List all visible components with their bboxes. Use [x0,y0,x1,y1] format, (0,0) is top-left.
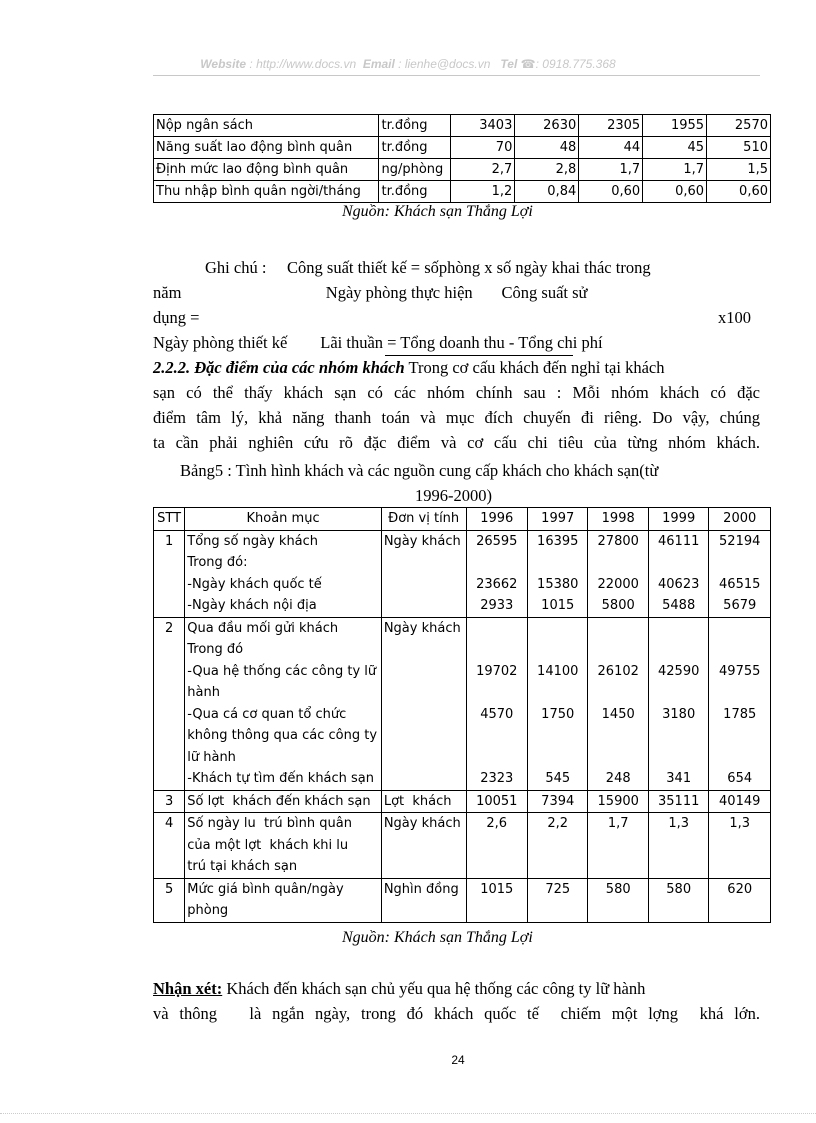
section-line: sạn có thể thấy khách sạn có các nhóm chính sau : Mỗi nhóm khách có đặc [153,383,760,402]
cell-value-line: 725 [545,881,571,897]
cell-label: Năng suất lao động bình quân [154,137,379,159]
page-header [0,57,816,71]
note-line-2: năm Ngày phòng thực hiện Công suất sử [153,283,588,302]
cell-value-line [530,639,585,661]
cell-value-line: 2323 [480,771,514,786]
cell-value: 3403 [451,115,515,137]
cell-value [648,813,708,879]
cell-value-line: 1785 [723,706,757,722]
cell-value-line [711,835,768,857]
table-row [154,159,771,181]
cell-value [709,878,771,922]
cell-value-line: 27800 [597,533,639,549]
cell-value-line [469,618,525,640]
table-1-source: Nguồn: Khách sạn Thắng Lợi [342,203,533,220]
table-2-source: Nguồn: Khách sạn Thắng Lợi [342,929,533,946]
cell-value-line: 5800 [601,598,635,613]
website-label: Website [200,57,247,71]
cell-value [466,813,527,879]
note-line-1: Ghi chú : Công suất thiết kế = sốphòng x số ngày khai thác trong [205,258,651,277]
section-text-first: Trong cơ cấu khách đến nghỉ tại khách [404,358,665,377]
cell-value-line: 52194 [719,533,761,549]
cell-value-line: 580 [605,881,631,897]
cell-item [185,617,382,790]
cell-item-line: -Ngày khách nội địa [187,598,317,613]
table-2 [153,507,771,923]
cell-value [527,813,587,879]
cell-item-line: Qua đầu mối gửi khách [187,620,339,636]
cell-value: 2,8 [515,159,579,181]
cell-value [648,617,708,790]
table-2-caption-line-2: 1996-2000) [415,486,492,505]
cell-value-line: 1,7 [607,816,629,831]
cell-value: 510 [707,137,771,159]
cell-value [709,813,771,879]
cell-value: 1,7 [579,159,643,181]
cell-item-line: Số lợt khách đến khách sạn [187,793,371,809]
cell-value [648,530,708,617]
cell-value-line [469,747,525,769]
cell-unit: Ngày khách [381,530,466,617]
section-line: điểm tâm lý, khả năng thanh toán và mục đích chuyến đi riêng. Do vậy, chúng [153,408,760,427]
phone-icon: ☎ [520,57,536,71]
cell-value-line [651,900,706,922]
remark-line-1 [153,976,760,1001]
cell-value-line: 26595 [476,533,518,549]
cell-item-line: -Qua cá cơ quan tổ chức [187,706,347,722]
cell-value-line [590,682,645,704]
cell-value-line: 2,6 [486,816,508,831]
table-2-caption-line-1: Bảng5 : Tình hình khách và các nguồn cung cấp khách cho khách sạn(từ [180,461,659,480]
cell-value-line: 1450 [601,706,635,722]
cell-value-line: 14100 [537,663,579,679]
cell-value [588,878,648,922]
cell-value-line [651,725,706,747]
cell-value-line [711,747,768,769]
cell-value-line: 46515 [719,576,761,592]
page-number: 24 [451,1053,465,1067]
table-row [154,530,771,617]
cell-value-line [711,682,768,704]
cell-value-line [530,856,585,878]
cell-value: 48 [515,137,579,159]
col-header: 1999 [648,508,708,531]
cell-value-line: 3180 [662,706,696,722]
header-divider [153,75,760,76]
cell-value [527,790,587,813]
cell-item-line: hành [187,685,220,700]
cell-value: 0,60 [579,181,643,203]
cell-label: Nộp ngân sách [154,115,379,137]
note-line-3-right: x100 [718,308,751,327]
table-row [154,878,771,922]
cell-value-line [469,900,525,922]
cell-value-line: 1015 [480,881,514,897]
cell-value: 2630 [515,115,579,137]
cell-item [185,878,382,922]
cell-value-line: 5679 [723,598,757,613]
table-row [154,617,771,790]
cell-value [648,878,708,922]
cell-value-line: 15900 [597,793,639,809]
cell-value-line [530,682,585,704]
cell-value-line: 1,3 [668,816,690,831]
table-row [154,181,771,203]
cell-value-line: 341 [666,771,692,786]
cell-value-line [530,747,585,769]
cell-value-line [711,900,768,922]
cell-value-line [651,682,706,704]
cell-value-line [530,900,585,922]
cell-value: 2,7 [451,159,515,181]
cell-value-line [651,856,706,878]
cell-value-line: 2,2 [547,816,569,831]
cell-unit: tr.đồng [379,181,451,203]
col-header: Khoản mục [185,508,382,531]
cell-unit: tr.đồng [379,115,451,137]
remark-label: Nhận xét: [153,979,223,998]
cell-value [648,790,708,813]
cell-value [527,617,587,790]
section-heading: 2.2.2. Đặc điểm của các nhóm khách [153,358,405,377]
table-1 [153,114,771,203]
cell-value-line: 1750 [541,706,575,722]
cell-stt: 2 [154,617,185,790]
cell-value: 0,60 [707,181,771,203]
cell-value-line [530,618,585,640]
cell-item-line: lữ hành [187,749,236,765]
cell-value-line: 49755 [719,663,761,679]
cell-value-line [651,639,706,661]
cell-stt: 3 [154,790,185,813]
cell-value-line [590,639,645,661]
table-row [154,813,771,879]
cell-value: 45 [643,137,707,159]
cell-value-line: 19702 [476,663,518,679]
cell-value-line [469,725,525,747]
cell-value-line: 35111 [658,793,700,809]
cell-stt: 1 [154,530,185,617]
remark-text-1: Khách đến khách sạn chủ yếu qua hệ thống các công ty lữ hành [222,979,646,998]
cell-value-line: 545 [545,771,571,786]
cell-value: 1955 [643,115,707,137]
cell-value-line [651,835,706,857]
cell-value-line [711,725,768,747]
cell-value-line: 22000 [597,576,639,592]
cell-value-line: 1015 [541,598,575,613]
cell-value-line: 654 [727,771,753,786]
cell-value: 1,5 [707,159,771,181]
table-row [154,137,771,159]
remark-line-2: và thông là ngắn ngày, trong đó khách quốc tế chiếm một lợng khá lớn. [153,1004,760,1023]
cell-value-line [469,856,525,878]
cell-unit: Ngày khách [381,813,466,879]
cell-unit: tr.đồng [379,137,451,159]
cell-item-line: không thông qua các công ty [187,728,378,743]
cell-value-line: 620 [727,881,753,897]
cell-value [466,878,527,922]
cell-item-line: -Qua hệ thống các công ty lữ [187,663,377,679]
cell-value-line [651,618,706,640]
cell-unit: ng/phòng [379,159,451,181]
cell-value-line [530,835,585,857]
cell-value [709,617,771,790]
table-row [154,115,771,137]
col-header: 1998 [588,508,648,531]
cell-value-line: 580 [666,881,692,897]
cell-value-line [711,552,768,574]
cell-value-line: 10051 [476,793,518,809]
cell-value-line: 7394 [541,793,575,809]
cell-unit: Ngày khách [381,617,466,790]
cell-value-line: 1,3 [729,816,751,831]
email-label: Email [362,57,395,71]
cell-unit: Nghìn đồng [381,878,466,922]
cell-value-line [711,618,768,640]
cell-value-line: 15380 [537,576,579,592]
cell-value [588,530,648,617]
cell-value [588,617,648,790]
cell-value [588,790,648,813]
cell-value-line [590,552,645,574]
col-header: 2000 [709,508,771,531]
cell-value-line [469,835,525,857]
cell-value-line: 4570 [480,706,514,722]
cell-value: 0,60 [643,181,707,203]
cell-value-line [651,552,706,574]
cell-value-line: 26102 [597,663,639,679]
footer-divider [0,1113,816,1114]
cell-value-line: 46111 [658,533,700,549]
cell-value-line: 23662 [476,576,518,592]
section-line: ta cần phải nghiên cứu rõ đặc điểm và cơ cấu chi tiêu của từng nhóm khách. [153,433,760,452]
cell-value-line [711,639,768,661]
cell-value [709,530,771,617]
cell-value: 2570 [707,115,771,137]
cell-value-line [590,835,645,857]
cell-value-line [590,618,645,640]
cell-item-line: Trong đó: [187,555,248,570]
website-value[interactable]: : http://www.docs.vn [249,57,357,71]
cell-value-line: 40149 [719,793,761,809]
cell-value-line: 16395 [537,533,579,549]
cell-item-line: -Ngày khách quốc tế [187,576,322,592]
cell-value-line [590,900,645,922]
cell-value-line [590,856,645,878]
cell-item-line: phòng [187,903,229,918]
cell-value-line [469,639,525,661]
cell-value-line [530,552,585,574]
cell-value-line [469,552,525,574]
cell-value [527,878,587,922]
cell-label: Định mức lao động bình quân [154,159,379,181]
cell-value: 0,84 [515,181,579,203]
cell-value-line [651,747,706,769]
cell-value-line [590,747,645,769]
col-header: 1996 [466,508,527,531]
table-row [154,790,771,813]
cell-value: 2305 [579,115,643,137]
cell-unit: Lợt khách [381,790,466,813]
section-first-line [153,355,760,380]
cell-value-line: 248 [605,771,631,786]
col-header: STT [154,508,185,531]
cell-value-line: 40623 [658,576,700,592]
cell-value-line: 42590 [658,663,700,679]
cell-value-line [711,856,768,878]
col-header: 1997 [527,508,587,531]
cell-value-line [590,725,645,747]
cell-item-line: Trong đó [187,642,244,657]
cell-value-line [530,725,585,747]
tel-label: Tel [500,57,518,71]
cell-item [185,530,382,617]
cell-value-line: 2933 [480,598,514,613]
cell-value [466,530,527,617]
cell-value: 44 [579,137,643,159]
cell-value [466,617,527,790]
cell-value-line: 5488 [662,598,696,613]
tel-value: : 0918.775.368 [535,57,616,71]
cell-value [709,790,771,813]
cell-value: 1,2 [451,181,515,203]
cell-item-line: Tổng số ngày khách [187,533,319,549]
cell-item-line: trú tại khách sạn [187,859,298,874]
cell-value: 1,7 [643,159,707,181]
cell-item [185,813,382,879]
cell-value: 70 [451,137,515,159]
col-header: Đơn vị tính [381,508,466,531]
note-line-3-left: dụng = [153,308,200,327]
email-value[interactable]: : lienhe@docs.vn [398,57,491,71]
note-line-4: Ngày phòng thiết kế Lãi thuần = Tổng doanh thu - Tổng chi phí [153,333,603,352]
table-header-row [154,508,771,531]
cell-item-line: Số ngày lu trú bình quân [187,816,352,831]
cell-value [527,530,587,617]
cell-value [588,813,648,879]
cell-label: Thu nhập bình quân ngời/tháng [154,181,379,203]
cell-item-line: -Khách tự tìm đến khách sạn [187,771,375,786]
cell-stt: 5 [154,878,185,922]
cell-item-line: của một lợt khách khi lu [187,837,349,853]
cell-stt: 4 [154,813,185,879]
cell-value-line [469,682,525,704]
cell-item-line: Mức giá bình quân/ngày [187,881,344,897]
cell-item [185,790,382,813]
cell-value [466,790,527,813]
